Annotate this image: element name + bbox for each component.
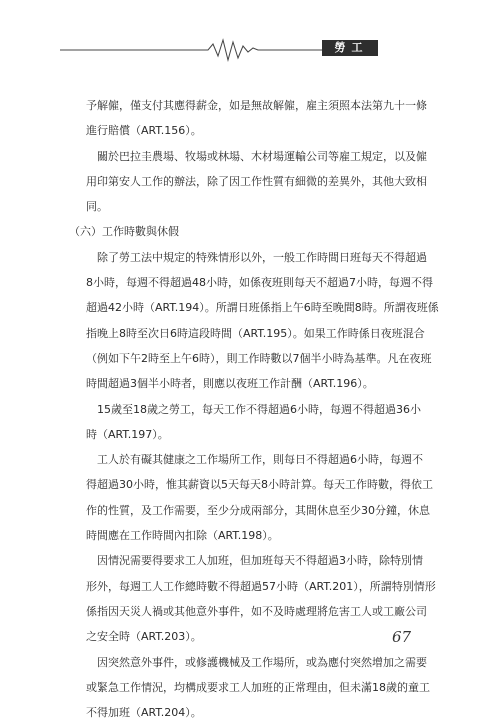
text-line: 工人於有礙其健康之工作場所工作，則每日不得超過6小時，每週不 xyxy=(86,453,423,467)
text-line: 係指因天災人禍或其他意外事件，如不及時處理將危害工人或工廠公司 xyxy=(86,604,427,618)
text-line: 時間應在工作時間內扣除（ART.198）。 xyxy=(86,529,279,543)
text-line: 時間超過3個半小時者，則應以夜班工作計酬（ART.196）。 xyxy=(86,377,374,391)
paragraph xyxy=(86,447,433,548)
paragraph xyxy=(86,650,430,725)
text-line: 因情況需要得要求工人加班，但加班每天不得超過3小時，除特別情 xyxy=(86,554,423,568)
paragraph xyxy=(86,397,421,448)
header-waveform-rule xyxy=(0,0,480,70)
paragraph xyxy=(86,144,427,220)
section-label: 勞工 xyxy=(322,40,378,56)
paragraph xyxy=(86,93,427,144)
text-line: 因突然意外事件，或修護機械及工作場所，或為應付突然增加之需要 xyxy=(86,655,427,669)
paragraph xyxy=(86,548,436,649)
text-line: 形外，每週工人工作總時數不得超過57小時（ART.201），所謂特別情形 xyxy=(86,579,436,593)
text-line: 15歲至18歲之勞工，每天工作不得超過6小時，每週不得超過36小 xyxy=(86,402,421,416)
text-line: 進行賠償（ART.156）。 xyxy=(86,124,202,138)
text-line: 不得加班（ART.204）。 xyxy=(86,706,202,720)
text-line: 超過42小時（ART.194）。所謂日班係指上午6時至晚間8時。所謂夜班係 xyxy=(86,301,439,315)
page-body xyxy=(69,93,439,725)
page-number: 67 xyxy=(392,628,412,646)
text-line: 除了勞工法中規定的特殊情形以外，一般工作時間日班每天不得超過 xyxy=(86,250,427,264)
text-line: 作的性質，及工作需要，至少分成兩部分，其間休息至少30分鐘，休息 xyxy=(86,503,430,517)
text-line: （例如下午2時至上午6時），則工作時數以7個半小時為基準。凡在夜班 xyxy=(86,351,432,365)
text-line: 之安全時（ART.203）。 xyxy=(86,630,202,644)
paragraph xyxy=(86,245,439,397)
text-line: 或緊急工作情況，均構成要求工人加班的正常理由，但未滿18歲的童工 xyxy=(86,680,430,694)
text-line: 同。 xyxy=(86,200,108,214)
text-line: 關於巴拉圭農場、牧場或林場、木材場運輸公司等雇工規定，以及僱 xyxy=(86,149,427,163)
text-line: 得超過30小時，惟其薪資以5天每天8小時計算。每天工作時數，得依工 xyxy=(86,478,433,492)
page-header xyxy=(0,0,480,70)
text-line: 用印第安人工作的辦法，除了因工作性質有細微的差異外，其他大致相 xyxy=(86,174,427,188)
text-line: 予解僱，僅支付其應得薪金，如是無故解僱，雇主須照本法第九十一條 xyxy=(86,99,427,112)
text-line: 指晚上8時至次日6時這段時間（ART.195）。如果工作時係日夜班混合 xyxy=(86,326,425,340)
text-line: 時（ART.197）。 xyxy=(86,427,169,441)
text-line: 8小時，每週不得超過48小時，如係夜班則每天不超過7小時，每週不得 xyxy=(86,276,433,290)
section-heading: （六）工作時數與休假 xyxy=(69,225,179,239)
